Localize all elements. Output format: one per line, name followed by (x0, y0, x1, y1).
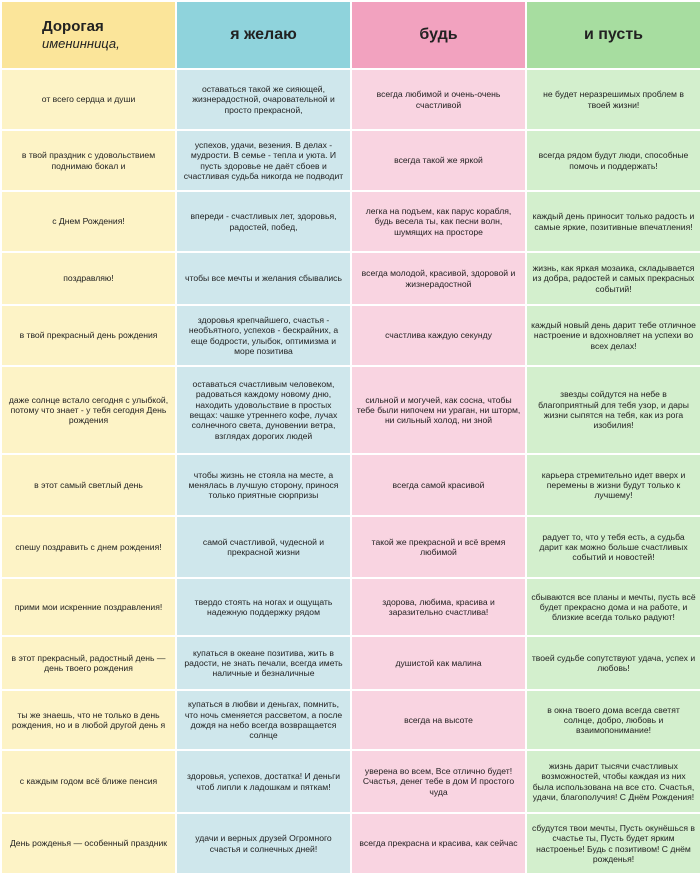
cell-let: не будет неразрешимых проблем в твоей жизни! (527, 70, 700, 129)
header-cell-addressee (2, 2, 175, 68)
cell-let: каждый новый день дарит тебе отличное настроение и вдохновляет на успехи во всех делах! (527, 306, 700, 365)
cell-wish: твердо стоять на ногах и ощущать надежную поддержку рядом (177, 579, 350, 635)
table-row (2, 751, 700, 812)
cell-greeting: с каждым годом всё ближе пенсия (2, 751, 175, 812)
cell-greeting: в твой праздник с удовольствием поднимаю бокал и (2, 131, 175, 190)
cell-be: всегда самой красивой (352, 455, 525, 515)
header-label-be: будь (419, 26, 458, 44)
cell-greeting: от всего сердца и души (2, 70, 175, 129)
table-row (2, 367, 700, 453)
cell-greeting: в этот прекрасный, радостный день — день твоего рождения (2, 637, 175, 689)
cell-greeting: День рожденья — особенный праздник (2, 814, 175, 873)
header-cell-let (527, 2, 700, 68)
cell-wish: оставаться такой же сияющей, жизнерадостной, очаровательной и просто прекрасной, (177, 70, 350, 129)
cell-wish: чтобы жизнь не стояла на месте, а менялась в лучшую сторону, принося только приятные сюрпризы (177, 455, 350, 515)
cell-let: сбываются все планы и мечты, пусть всё будет прекрасно дома и на работе, и близкие всегда только радуют! (527, 579, 700, 635)
cell-wish: здоровья, успехов, достатка! И деньги чтоб липли к ладошкам и пяткам! (177, 751, 350, 812)
header-label-let: и пусть (583, 26, 643, 44)
cell-let: жизнь, как яркая мозаика, складывается из добра, радостей и самых прекрасных событий! (527, 253, 700, 304)
table-row (2, 131, 700, 190)
cell-wish: здоровья крепчайшего, счастья - необъятного, успехов - бескрайних, а еще бодрости, улыбок, оптимизма и море позитива (177, 306, 350, 365)
table-row (2, 691, 700, 749)
cell-let: звезды сойдутся на небе в благоприятный для тебя узор, и дары жизни сыпятся на тебя, как из рога изобилия! (527, 367, 700, 453)
cell-be: уверена во всем, Все отлично будет! Счастья, денег тебе в дом И простого чуда (352, 751, 525, 812)
cell-let: жизнь дарит тысячи счастливых возможностей, чтобы каждая из них была использована на все сто. Счастья, удачи, благополучия! С Днём Рождения! (527, 751, 700, 812)
table-row (2, 192, 700, 251)
cell-greeting: даже солнце встало сегодня с улыбкой, потому что знает - у тебя сегодня День рождения (2, 367, 175, 453)
table-row (2, 814, 700, 873)
cell-wish: самой счастливой, чудесной и прекрасной жизни (177, 517, 350, 577)
cell-let: карьера стремительно идет вверх и перемены в жизни будут только к лучшему! (527, 455, 700, 515)
cell-be: всегда любимой и очень-очень счастливой (352, 70, 525, 129)
table-row (2, 579, 700, 635)
cell-wish: удачи и верных друзей Огромного счастья и солнечных дней! (177, 814, 350, 873)
cell-let: всегда рядом будут люди, способные помочь и поддержать! (527, 131, 700, 190)
cell-let: в окна твоего дома всегда светят солнце, добро, любовь и взаимопонимание! (527, 691, 700, 749)
cell-be: счастлива каждую секунду (352, 306, 525, 365)
cell-wish: купаться в любви и деньгах, помнить, что ночь сменяется рассветом, а после дождя на небо всегда возвращается солнце (177, 691, 350, 749)
table-row (2, 637, 700, 689)
cell-let: радует то, что у тебя есть, а судьба дарит как можно больше счастливых событий и новостей! (527, 517, 700, 577)
cell-let: твоей судьбе сопутствуют удача, успех и любовь! (527, 637, 700, 689)
cell-wish: чтобы все мечты и желания сбывались (177, 253, 350, 304)
cell-be: всегда молодой, красивой, здоровой и жизнерадостной (352, 253, 525, 304)
cell-greeting: спешу поздравить с днем рождения! (2, 517, 175, 577)
table-row (2, 306, 700, 365)
header-row (2, 2, 700, 68)
cell-be: легка на подъем, как парус корабля, будь весела ты, как песни волн, шумящих на просторе (352, 192, 525, 251)
cell-be: всегда прекрасна и красива, как сейчас (352, 814, 525, 873)
cell-be: всегда такой же яркой (352, 131, 525, 190)
cell-let: сбудутся твои мечты, Пусть окунёшься в счастье ты, Пусть будет ярким настроенье! Будь с позитивом! С днём рожденья! (527, 814, 700, 873)
cell-greeting: прими мои искренние поздравления! (2, 579, 175, 635)
header-title: Дорогая (42, 18, 104, 36)
table-row (2, 455, 700, 515)
cell-be: всегда на высоте (352, 691, 525, 749)
header-label-wish: я желаю (230, 26, 297, 44)
table-row (2, 253, 700, 304)
cell-greeting: в твой прекрасный день рождения (2, 306, 175, 365)
cell-be: душистой как малина (352, 637, 525, 689)
table-row (2, 70, 700, 129)
cell-wish: оставаться счастливым человеком, радоваться каждому новому дню, находить удовольствие в простых вещах: чашке утреннего кофе, лучах солнечного света, дуновении ветра, взглядах дорогих людей (177, 367, 350, 453)
cell-greeting: с Днем Рождения! (2, 192, 175, 251)
cell-wish: успехов, удачи, везения. В делах - мудрости. В семье - тепла и уюта. И пусть здоровье не даёт сбоев и счастливая судьба никогда не подводит (177, 131, 350, 190)
cell-let: каждый день приносит только радость и самые яркие, позитивные впечатления! (527, 192, 700, 251)
cell-be: сильной и могучей, как сосна, чтобы тебе были нипочем ни ураган, ни шторм, ни сильный холод, ни зной (352, 367, 525, 453)
cell-greeting: ты же знаешь, что не только в день рождения, но и в любой другой день я (2, 691, 175, 749)
cell-wish: впереди - счастливых лет, здоровья, радостей, побед, (177, 192, 350, 251)
header-cell-wish (177, 2, 350, 68)
table-row (2, 517, 700, 577)
cell-be: здорова, любима, красива и заразительно счастлива! (352, 579, 525, 635)
header-cell-be (352, 2, 525, 68)
cell-greeting: поздравляю! (2, 253, 175, 304)
cell-be: такой же прекрасной и всё время любимой (352, 517, 525, 577)
header-subtitle: именинница, (42, 36, 120, 52)
cell-wish: купаться в океане позитива, жить в радости, не знать печали, всегда иметь наличные и безналичные (177, 637, 350, 689)
cell-greeting: в этот самый светлый день (2, 455, 175, 515)
